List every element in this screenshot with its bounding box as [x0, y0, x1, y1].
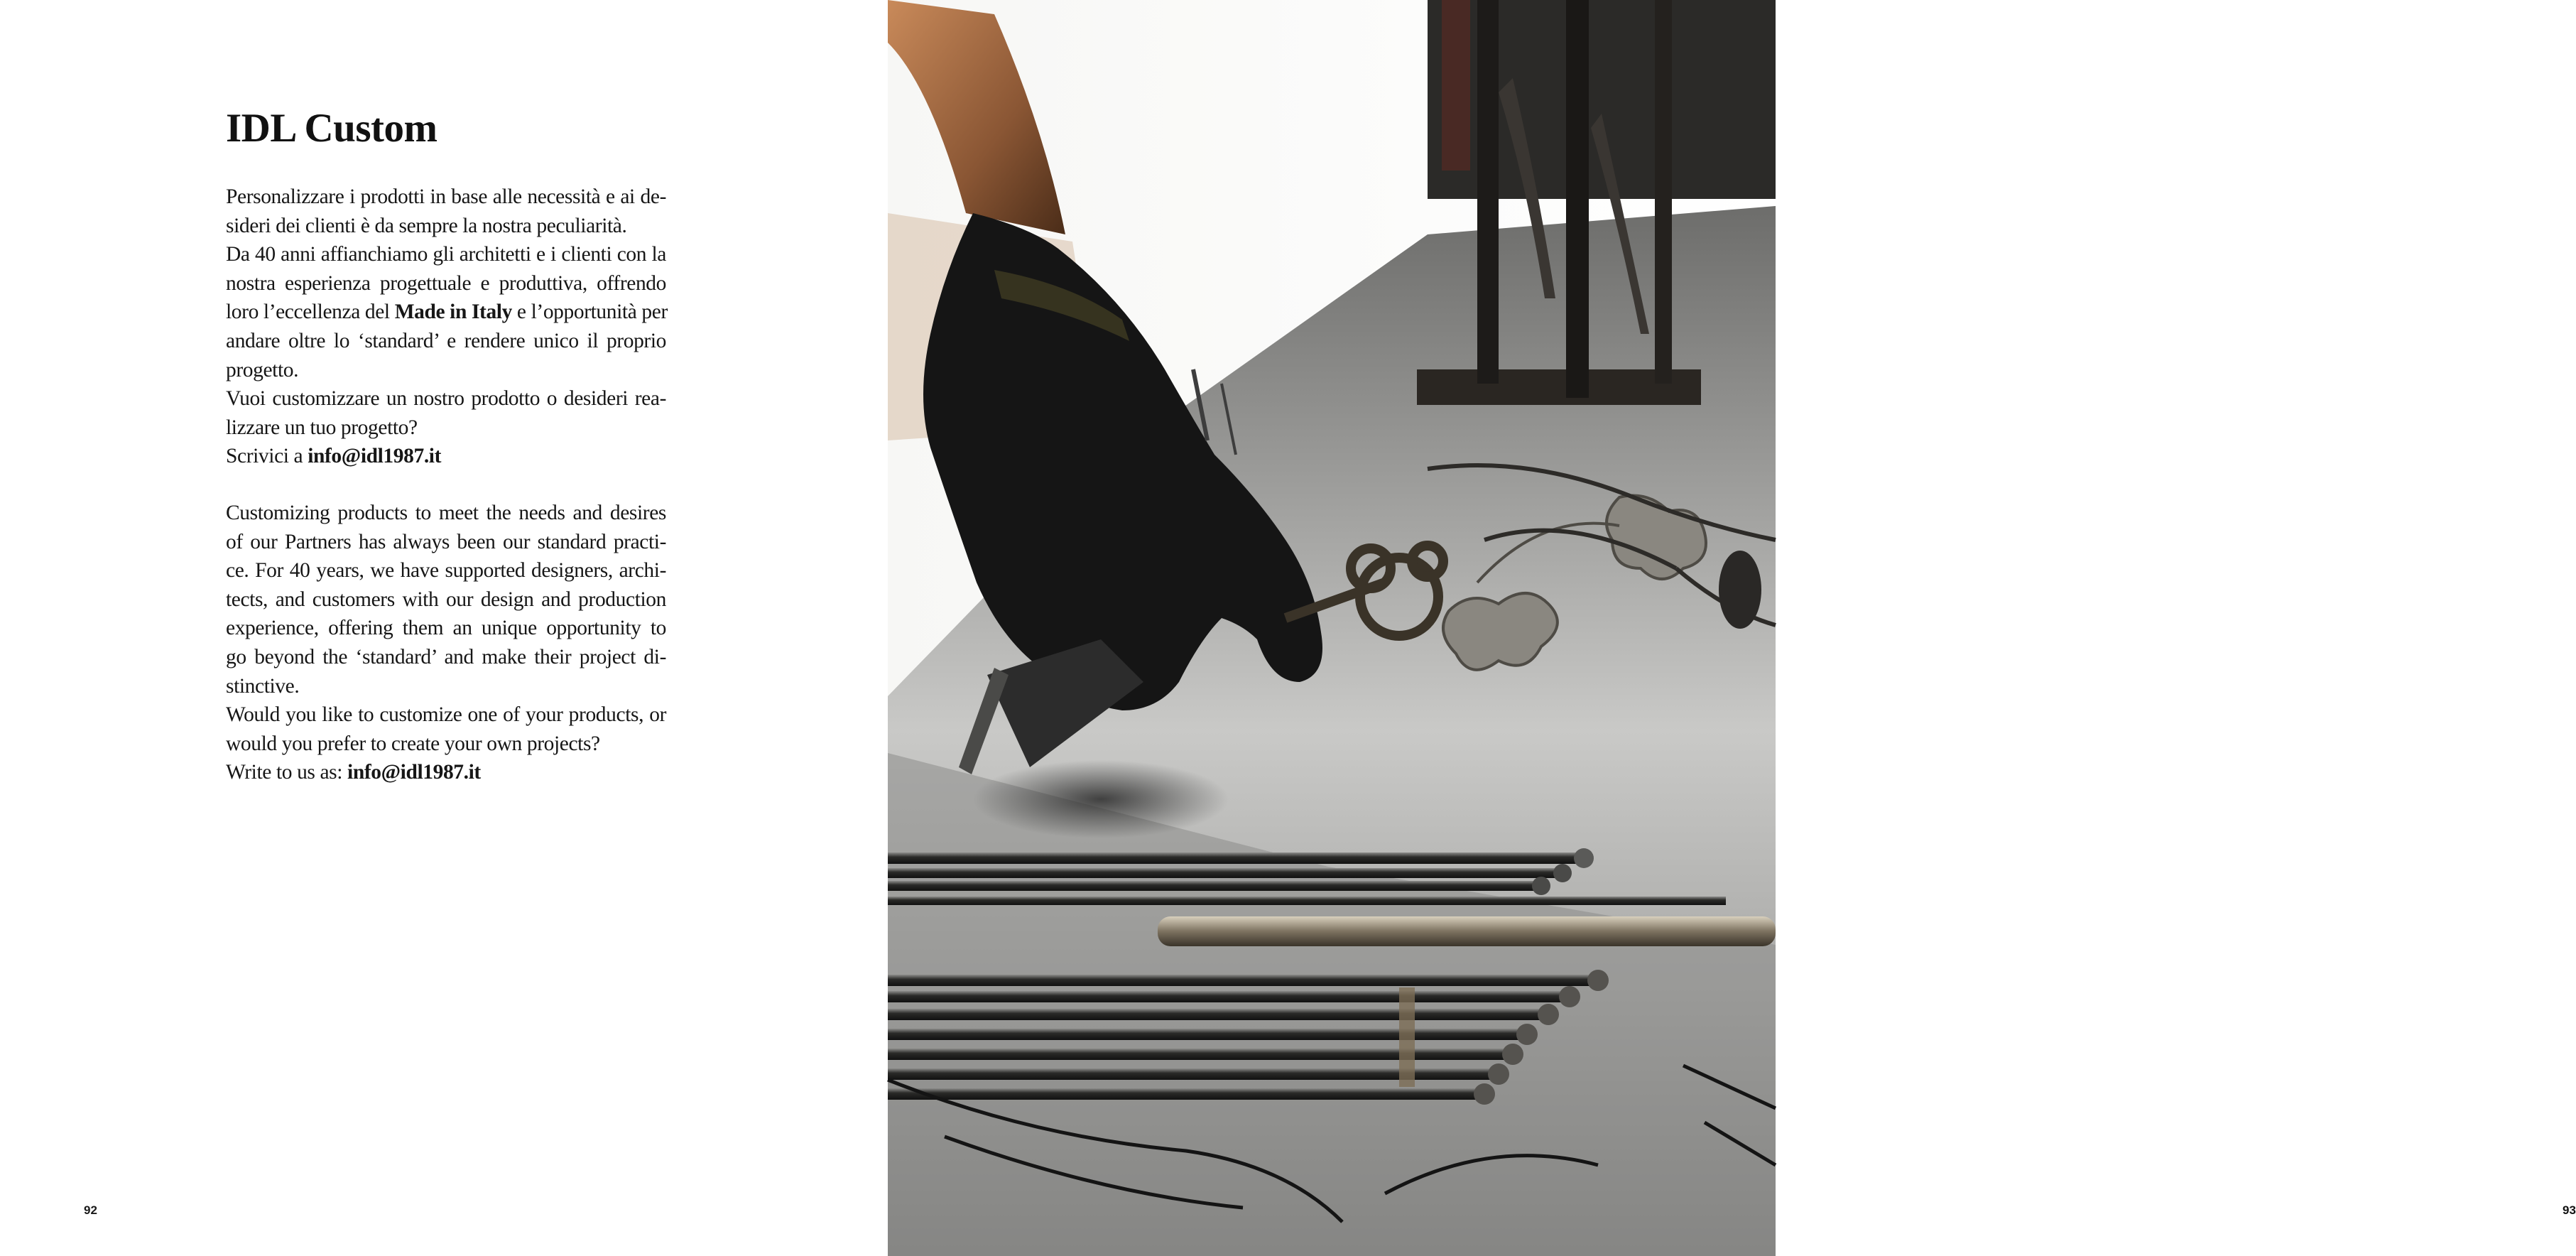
paragraph-line	[226, 499, 666, 528]
line-text: go beyond the ‘standard’ and make their project di-	[226, 645, 666, 668]
line-text: progetto.	[226, 358, 299, 381]
line-text: tects, and customers with our design and production	[226, 588, 666, 611]
paragraph-line	[226, 556, 666, 585]
line-text: Vuoi customizzare un nostro prodotto o desideri rea-	[226, 387, 666, 411]
paragraph-line	[226, 758, 666, 787]
email-link[interactable]: info@idl1987.it	[347, 761, 481, 784]
line-text: sideri dei clienti è da sempre la nostra peculiarità.	[226, 214, 627, 237]
paragraph-line	[226, 240, 666, 269]
paragraph-line	[226, 585, 666, 615]
left-page	[0, 0, 888, 1256]
paragraph-line	[226, 327, 666, 356]
paragraph-line	[226, 269, 666, 298]
paragraph-line	[226, 528, 666, 557]
line-text: Would you like to customize one of your products, or	[226, 703, 666, 727]
line-text: andare oltre lo ‘standard’ e rendere unico il proprio	[226, 329, 666, 352]
page-number-right: 93	[2563, 1203, 2576, 1217]
paragraph-line	[226, 643, 666, 672]
paragraph-line	[226, 672, 666, 701]
paragraph-line	[226, 212, 666, 241]
italian-paragraph	[226, 183, 666, 471]
line-text: Da 40 anni affianchiamo gli architetti e i clienti con la	[226, 243, 666, 266]
line-text: Personalizzare i prodotti in base alle necessità e ai de-	[226, 185, 666, 208]
workshop-photo	[888, 0, 1776, 1256]
line-text: Write to us as:	[226, 761, 348, 784]
line-text: Scrivici a	[226, 445, 308, 468]
paragraph-line	[226, 384, 666, 413]
paragraph-line	[226, 700, 666, 730]
line-text: loro l’eccellenza del	[226, 301, 395, 324]
line-text: stinctive.	[226, 674, 300, 698]
line-text: e l’opportunità per	[511, 301, 668, 324]
line-text: Customizing products to meet the needs and desires	[226, 502, 666, 524]
line-text: lizzare un tuo progetto?	[226, 416, 418, 439]
english-paragraph	[226, 499, 666, 787]
paragraph-line	[226, 298, 666, 327]
right-page-photo	[888, 0, 2576, 1256]
page-title: IDL Custom	[226, 106, 438, 151]
paragraph-line	[226, 356, 666, 385]
emphasis-text: Made in Italy	[394, 301, 512, 324]
line-text: ce. For 40 years, we have supported designers, archi-	[226, 559, 666, 583]
email-link[interactable]: info@idl1987.it	[308, 445, 442, 468]
paragraph-line	[226, 413, 666, 443]
line-text: would you prefer to create your own projects?	[226, 732, 600, 755]
line-text: experience, offering them an unique opportunity to	[226, 617, 666, 640]
line-text: nostra esperienza progettuale e produttiva, offrendo	[226, 271, 666, 295]
paragraph-line	[226, 442, 666, 471]
paragraph-line	[226, 730, 666, 759]
line-text: of our Partners has always been our standard practi-	[226, 530, 666, 553]
paragraph-line	[226, 183, 666, 212]
page-number-left: 92	[84, 1203, 97, 1217]
paragraph-line	[226, 614, 666, 643]
